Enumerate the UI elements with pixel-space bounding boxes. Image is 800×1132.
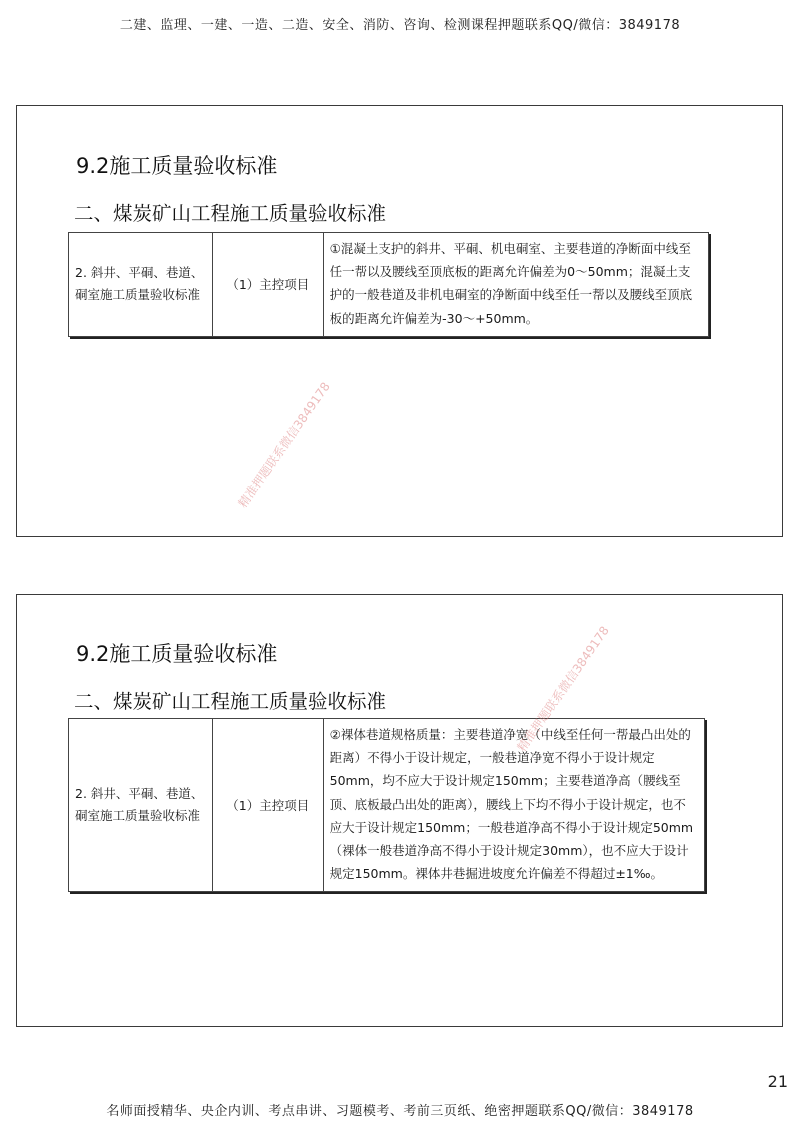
watermark-text: 精准押题联系微信3849178: [235, 379, 333, 511]
standard-table: [68, 718, 705, 892]
slide-subtitle: 二、煤炭矿山工程施工质量验收标准: [74, 690, 387, 713]
slide-1: [16, 105, 783, 537]
slide-2: [16, 594, 783, 1027]
slide-subtitle: 二、煤炭矿山工程施工质量验收标准: [74, 202, 387, 225]
content-cell: ①混凝土支护的斜井、平硐、机电硐室、主要巷道的净断面中线至任一帮以及腰线至顶底板的距离允许偏差为0～50mm；混凝土支护的一般巷道及非机电硐室的净断面中线至任一帮以及腰线至顶底板的距离允许偏差为-30～+50mm。: [323, 233, 708, 337]
page-header-text: 二建、监理、一建、一造、二造、安全、消防、咨询、检测课程押题联系QQ/微信：3849178: [119, 18, 681, 33]
watermark-text: 精准押题联系微信3849178: [514, 623, 612, 755]
standard-table: [68, 232, 709, 337]
item-cell: （1）主控项目: [212, 719, 323, 892]
slide-title: 9.2施工质量验收标准: [76, 154, 278, 178]
page-number: 21: [767, 1072, 788, 1091]
category-cell: 2. 斜井、平硐、巷道、硐室施工质量验收标准: [69, 233, 213, 337]
table-row: [69, 719, 705, 892]
table-row: [69, 233, 709, 337]
category-cell: 2. 斜井、平硐、巷道、硐室施工质量验收标准: [69, 719, 213, 892]
page-footer-text: 名师面授精华、央企内训、考点串讲、习题模考、考前三页纸、绝密押题联系QQ/微信：3849178: [106, 1104, 694, 1119]
content-cell: ②裸体巷道规格质量：主要巷道净宽（中线至任何一帮最凸出处的距离）不得小于设计规定，一般巷道净宽不得小于设计规定50mm，均不应大于设计规定150mm；主要巷道净高（腰线至顶、底板最凸出处的距离），腰线上下均不得小于设计规定，也不应大于设计规定150mm；一般巷道净高不得小于设计规定50mm（裸体一般巷道净高不得小于设计规定30mm），也不应大于设计规定150mm。裸体井巷掘进坡度允许偏差不得超过±1‰。: [323, 719, 704, 892]
slide-title: 9.2施工质量验收标准: [76, 642, 278, 666]
item-cell: （1）主控项目: [212, 233, 323, 337]
